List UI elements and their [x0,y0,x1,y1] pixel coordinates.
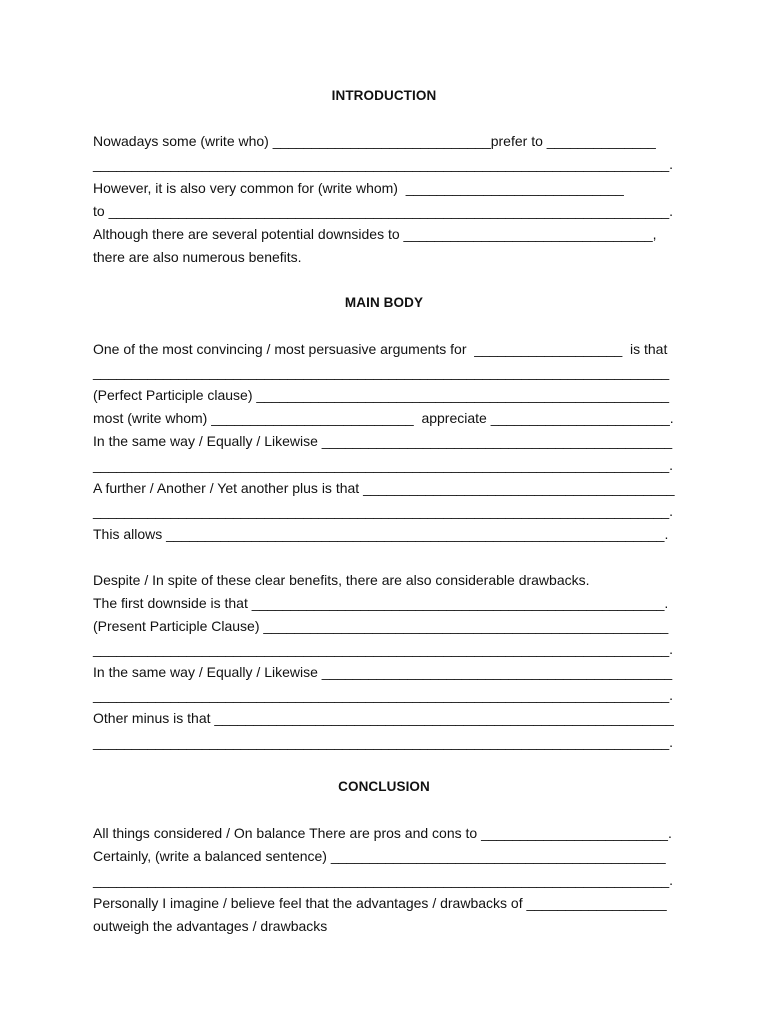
body-line-4: most (write whom) __________________________ appreciate _______________________. [93,410,674,426]
introduction-heading: INTRODUCTION [331,88,437,103]
main-body-heading: MAIN BODY [344,295,424,310]
body-line-16: Other minus is that ___________________________________________________________ [93,710,674,726]
body-line-10: Despite / In spite of these clear benefits, there are also considerable drawbacks. [93,572,590,588]
intro-line-6: there are also numerous benefits. [93,249,302,265]
body-line-3: (Perfect Participle clause) _____________________________________________________ [93,387,670,403]
body-line-7: A further / Another / Yet another plus is that ________________________________________ [93,480,675,496]
intro-line-1: Nowadays some (write who) ____________________________prefer to ______________ [93,133,656,149]
conclusion-line-2: Certainly, (write a balanced sentence) ___________________________________________ [93,848,666,864]
body-line-14: In the same way / Equally / Likewise _____________________________________________ [93,664,673,680]
body-line-12: (Present Participle Clause) ____________________________________________________ [93,618,669,634]
intro-line-3: However, it is also very common for (write whom) ____________________________ [93,180,624,196]
body-line-13: __________________________________________________________________________. [93,641,674,657]
conclusion-line-1: All things considered / On balance There are pros and cons to ________________________. [93,825,672,841]
body-line-15: __________________________________________________________________________. [93,687,674,703]
intro-line-4: to ________________________________________________________________________. [93,203,674,219]
body-line-9: This allows ________________________________________________________________. [93,526,669,542]
body-line-1: One of the most convincing / most persuasive arguments for ___________________ is that [93,341,668,357]
conclusion-line-4: Personally I imagine / believe feel that the advantages / drawbacks of __________________ [93,895,667,911]
body-line-6: __________________________________________________________________________. [93,457,674,473]
conclusion-heading: CONCLUSION [338,779,430,794]
body-line-2: __________________________________________________________________________ [93,364,670,380]
body-line-11: The first downside is that _____________________________________________________. [93,595,669,611]
conclusion-line-3: __________________________________________________________________________. [93,872,674,888]
body-line-8: __________________________________________________________________________. [93,503,674,519]
intro-line-2: __________________________________________________________________________. [93,156,674,172]
conclusion-line-5: outweigh the advantages / drawbacks [93,918,328,934]
body-line-5: In the same way / Equally / Likewise _____________________________________________ [93,433,673,449]
essay-template-page [93,0,683,1024]
intro-line-5: Although there are several potential downsides to ________________________________, [93,226,657,242]
body-line-17: __________________________________________________________________________. [93,734,674,750]
